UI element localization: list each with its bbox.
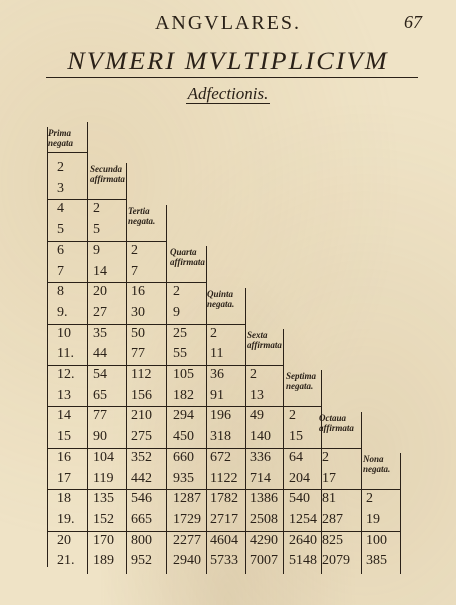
table-cell: 77 [93,408,107,424]
table-cell: 15 [57,429,71,445]
table-cell: 8 [57,284,64,300]
table-cell: 952 [131,553,152,569]
table-cell: 287 [322,511,343,527]
table-cell: 935 [173,470,194,486]
table-cell: 13 [250,387,264,403]
column-header-line1: Octaua [319,412,346,423]
table-cell: 50 [131,325,145,341]
table-cell: 2 [93,201,100,217]
table-cell: 36 [210,367,224,382]
table-cell: 18 [57,491,71,507]
table-cell: 19. [57,511,75,527]
table-cell: 17 [322,470,336,486]
table-cell: 672 [210,449,231,465]
table-cell: 25 [173,325,187,341]
table-cell: 9 [173,304,180,320]
table-cell: 275 [131,429,152,445]
table-rule [47,241,166,242]
table-rule [87,122,88,574]
table-cell: 540 [289,491,310,507]
table-cell: 16 [57,449,71,465]
table-cell: 152 [93,511,114,527]
table-cell: 294 [173,408,194,424]
table-cell: 352 [131,449,152,465]
table-cell: 90 [93,429,107,445]
table-cell: 104 [93,449,114,465]
table-cell: 11 [210,346,224,362]
table-rule [47,406,321,407]
table-cell: 2 [173,284,180,300]
table-cell: 105 [173,367,194,382]
table-cell: 10 [57,325,71,341]
table-cell: 4290 [250,532,278,548]
table-cell: 189 [93,553,114,569]
table-rule [47,489,400,490]
table-cell: 825 [322,532,343,548]
column-header-line1: Nona [363,454,384,465]
table-cell: 450 [173,429,194,445]
column-header-line2: negata. [286,381,314,392]
table-cell: 35 [93,325,107,341]
table-cell: 91 [210,387,224,403]
subtitle-text: Adfectionis. [187,84,269,103]
table-rule [47,199,126,200]
column-header-line2: affirmata [247,340,282,350]
table-cell: 20 [93,284,107,300]
table-cell: 21. [57,553,75,569]
table-cell: 1287 [173,491,201,507]
table-cell: 2 [322,449,329,465]
table-cell: 7 [131,263,138,279]
column-header-line2: affirmata [319,422,354,433]
table-cell: 13 [57,387,71,403]
table-cell: 4604 [210,532,238,548]
table-cell: 2 [289,408,296,424]
page-subtitle [0,84,456,104]
table-cell: 17 [57,470,71,486]
column-header-line2: negata. [207,298,235,309]
table-rule [166,205,167,574]
table-cell: 2 [57,160,64,175]
column-header-line2: negata. [363,464,391,475]
table-cell: 204 [289,470,310,486]
column-header-line1: Secunda [90,164,123,175]
table-cell: 196 [210,408,231,424]
column-header-line1: Quarta [170,247,197,258]
running-head: ANGVLARES. [154,12,302,34]
table-cell: 55 [173,346,187,362]
column-header-line2: negata. [128,215,156,226]
table-cell: 714 [250,470,271,486]
column-header-line2: negata [48,138,74,148]
table-cell: 318 [210,429,231,445]
table-cell: 14 [93,263,107,279]
table-cell: 81 [322,491,336,507]
table-cell: 442 [131,470,152,486]
table-cell: 5 [93,222,100,238]
column-header-8 [319,413,354,433]
table-cell: 336 [250,449,271,465]
table-cell: 19 [366,511,380,527]
table-cell: 2 [210,325,217,341]
column-header-line1: Quinta [207,288,234,299]
table-cell: 5733 [210,553,238,569]
table-cell: 15 [289,429,303,445]
table-cell: 800 [131,532,152,548]
table-rule [283,329,284,574]
table-cell: 27 [93,304,107,320]
table-cell: 6 [57,242,64,258]
table-rule [47,531,400,532]
table-cell: 12. [57,367,75,382]
table-cell: 77 [131,346,145,362]
column-header-9 [363,454,390,474]
table-cell: 20 [57,532,71,548]
table-cell: 14 [57,408,71,424]
table-rule [47,324,245,325]
table-cell: 2508 [250,511,278,527]
page-number: 67 [404,12,422,32]
table-cell: 49 [250,408,264,424]
table-cell: 1386 [250,491,278,507]
table-cell: 7 [57,263,64,279]
page-title: NVMERI MVLTIPLICIVM [67,48,389,75]
table-cell: 2717 [210,511,238,527]
table-cell: 119 [93,470,114,486]
column-header-2 [90,164,125,184]
table-cell: 385 [366,553,387,569]
table-rule [47,127,48,567]
table-cell: 16 [131,284,145,300]
table-cell: 1122 [210,470,238,486]
column-header-line1: Tertia [128,205,150,216]
column-header-line1: Sexta [247,330,268,340]
table-cell: 100 [366,532,387,548]
table-cell: 660 [173,449,194,465]
table-cell: 64 [289,449,303,465]
column-header-1 [48,128,73,148]
table-cell: 9 [93,242,100,258]
table-cell: 140 [250,429,271,445]
table-cell: 44 [93,346,107,362]
table-rule [47,152,87,153]
table-cell: 2940 [173,553,201,569]
column-header-line1: Prima [48,128,72,138]
table-rule [126,163,127,574]
table-cell: 1729 [173,511,201,527]
table-cell: 1254 [289,511,317,527]
table-cell: 5 [57,222,64,238]
table-cell: 2 [366,491,373,507]
table-cell: 2277 [173,532,201,548]
table-cell: 546 [131,491,152,507]
table-cell: 30 [131,304,145,320]
table-rule [400,453,401,574]
table-rule [47,365,283,366]
table-cell: 665 [131,511,152,527]
table-cell: 2640 [289,532,317,548]
table-cell: 9. [57,304,68,320]
table-cell: 11. [57,346,74,362]
column-header-5 [207,289,234,309]
table-cell: 2079 [322,553,350,569]
table-cell: 65 [93,387,107,403]
column-header-line2: affirmata [170,257,205,268]
table-cell: 182 [173,387,194,403]
table-cell: 112 [131,367,152,382]
table-cell: 170 [93,532,114,548]
table-rule [361,412,362,574]
table-cell: 135 [93,491,114,507]
title-rule [46,77,418,78]
table-cell: 3 [57,180,64,196]
column-header-line2: affirmata [90,174,125,185]
table-cell: 1782 [210,491,238,507]
table-cell: 4 [57,201,64,217]
column-header-6 [247,330,282,350]
table-cell: 7007 [250,553,278,569]
table-cell: 2 [250,367,257,382]
table-cell: 5148 [289,553,317,569]
table-rule [47,448,361,449]
table-rule [47,282,206,283]
table-cell: 156 [131,387,152,403]
table-cell: 54 [93,367,107,382]
table-cell: 2 [131,242,138,258]
column-header-7 [286,371,316,391]
column-header-3 [128,206,155,226]
table-cell: 210 [131,408,152,424]
column-header-line1: Septima [286,371,317,382]
column-header-4 [170,247,205,267]
